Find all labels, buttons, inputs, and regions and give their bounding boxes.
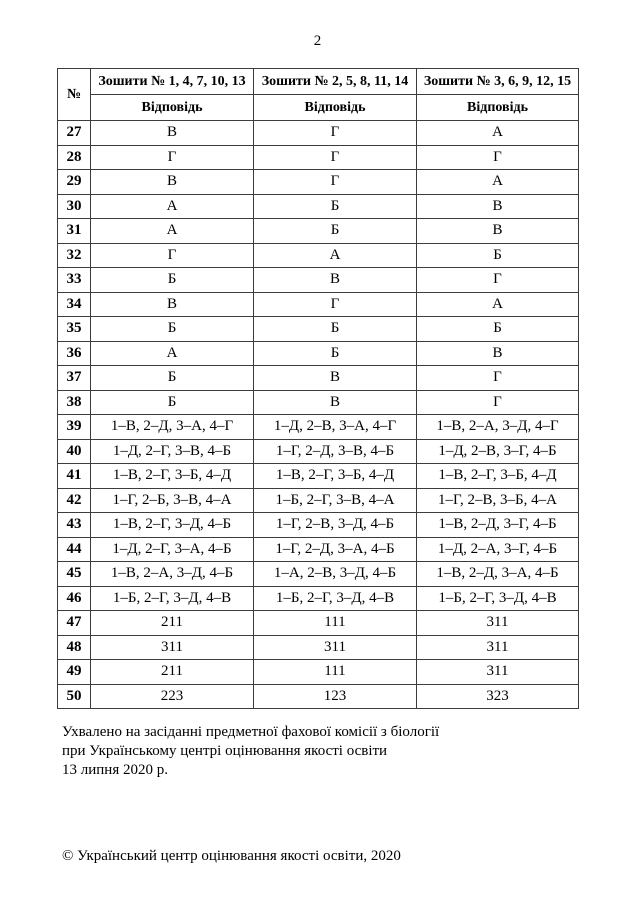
answer-cell: 1–В, 2–Г, 3–Д, 4–Б bbox=[91, 513, 254, 538]
answer-cell: 1–Г, 2–Б, 3–В, 4–А bbox=[91, 488, 254, 513]
answer-cell: 1–В, 2–Г, 3–Б, 4–Д bbox=[254, 464, 417, 489]
answer-cell: 323 bbox=[417, 684, 579, 709]
answer-cell: Г bbox=[254, 292, 417, 317]
answer-cell: 1–Д, 2–Г, 3–В, 4–Б bbox=[91, 439, 254, 464]
table-subheader-row bbox=[58, 95, 579, 121]
answer-cell: Г bbox=[417, 366, 579, 391]
approval-line-3: 13 липня 2020 р. bbox=[62, 762, 168, 778]
answer-cell: 1–Б, 2–Г, 3–Д, 4–В bbox=[254, 586, 417, 611]
question-number: 36 bbox=[58, 341, 91, 366]
copyright-note: © Український центр оцінювання якості освіти, 2020 bbox=[62, 848, 401, 864]
answer-cell: 1–В, 2–Д, 3–А, 4–Г bbox=[91, 415, 254, 440]
answer-cell: А bbox=[91, 194, 254, 219]
answer-cell: Б bbox=[254, 219, 417, 244]
answer-cell: 1–Б, 2–Г, 3–Д, 4–В bbox=[91, 586, 254, 611]
question-number: 38 bbox=[58, 390, 91, 415]
answer-cell: 311 bbox=[417, 635, 579, 660]
answer-cell: А bbox=[91, 341, 254, 366]
answer-cell: 1–Д, 2–Г, 3–А, 4–Б bbox=[91, 537, 254, 562]
answer-cell: 111 bbox=[254, 660, 417, 685]
question-number: 31 bbox=[58, 219, 91, 244]
table-row bbox=[58, 439, 579, 464]
answer-cell: Б bbox=[91, 390, 254, 415]
question-number: 48 bbox=[58, 635, 91, 660]
question-number: 42 bbox=[58, 488, 91, 513]
answer-key-table bbox=[57, 68, 579, 709]
table-row bbox=[58, 145, 579, 170]
question-number: 27 bbox=[58, 121, 91, 146]
question-number: 32 bbox=[58, 243, 91, 268]
answer-cell: Б bbox=[254, 194, 417, 219]
answer-cell: 311 bbox=[254, 635, 417, 660]
question-number: 40 bbox=[58, 439, 91, 464]
column-header-booklets-2: Зошити № 2, 5, 8, 11, 14 bbox=[254, 69, 417, 95]
approval-line-1: Ухвалено на засіданні предметної фахової комісії з біології bbox=[62, 724, 440, 740]
answer-cell: Г bbox=[417, 390, 579, 415]
answer-cell: Б bbox=[417, 243, 579, 268]
answer-cell: В bbox=[91, 292, 254, 317]
column-subheader-answer-3: Відповідь bbox=[417, 95, 579, 121]
approval-line-2: при Українському центрі оцінювання якості освіти bbox=[62, 743, 388, 759]
answer-cell: Б bbox=[254, 317, 417, 342]
table-row bbox=[58, 611, 579, 636]
answer-cell: Б bbox=[91, 268, 254, 293]
table-row bbox=[58, 488, 579, 513]
answer-cell: 1–А, 2–В, 3–Д, 4–Б bbox=[254, 562, 417, 587]
answer-cell: 1–В, 2–А, 3–Д, 4–Г bbox=[417, 415, 579, 440]
question-number: 33 bbox=[58, 268, 91, 293]
answer-cell: А bbox=[417, 292, 579, 317]
answer-cell: Б bbox=[91, 366, 254, 391]
answer-cell: Г bbox=[91, 243, 254, 268]
answer-cell: 211 bbox=[91, 611, 254, 636]
table-row bbox=[58, 243, 579, 268]
table-row bbox=[58, 292, 579, 317]
answer-cell: 1–Д, 2–В, 3–А, 4–Г bbox=[254, 415, 417, 440]
answer-cell: В bbox=[254, 390, 417, 415]
answer-cell: 1–Б, 2–Г, 3–Д, 4–В bbox=[417, 586, 579, 611]
table-row bbox=[58, 513, 579, 538]
table-row bbox=[58, 586, 579, 611]
column-subheader-answer-2: Відповідь bbox=[254, 95, 417, 121]
table-row bbox=[58, 268, 579, 293]
answer-cell: 311 bbox=[417, 611, 579, 636]
answer-cell: 1–В, 2–Д, 3–Г, 4–Б bbox=[417, 513, 579, 538]
column-header-number: № bbox=[58, 69, 91, 121]
table-row bbox=[58, 390, 579, 415]
answer-cell: В bbox=[91, 170, 254, 195]
question-number: 34 bbox=[58, 292, 91, 317]
answer-cell: 111 bbox=[254, 611, 417, 636]
answer-cell: Б bbox=[254, 341, 417, 366]
answer-cell: 1–В, 2–Г, 3–Б, 4–Д bbox=[91, 464, 254, 489]
answer-cell: А bbox=[417, 121, 579, 146]
table-row bbox=[58, 684, 579, 709]
question-number: 50 bbox=[58, 684, 91, 709]
answer-cell: В bbox=[254, 366, 417, 391]
answer-cell: 311 bbox=[417, 660, 579, 685]
table-row bbox=[58, 170, 579, 195]
answer-cell: Г bbox=[254, 121, 417, 146]
question-number: 47 bbox=[58, 611, 91, 636]
answer-cell: 1–Д, 2–В, 3–Г, 4–Б bbox=[417, 439, 579, 464]
column-header-booklets-3: Зошити № 3, 6, 9, 12, 15 bbox=[417, 69, 579, 95]
answer-cell: А bbox=[91, 219, 254, 244]
question-number: 35 bbox=[58, 317, 91, 342]
question-number: 46 bbox=[58, 586, 91, 611]
answer-cell: Г bbox=[254, 170, 417, 195]
question-number: 30 bbox=[58, 194, 91, 219]
answer-cell: 1–Г, 2–Д, 3–А, 4–Б bbox=[254, 537, 417, 562]
answer-cell: 1–Г, 2–Д, 3–В, 4–Б bbox=[254, 439, 417, 464]
question-number: 28 bbox=[58, 145, 91, 170]
answer-cell: Г bbox=[254, 145, 417, 170]
question-number: 45 bbox=[58, 562, 91, 587]
answer-cell: 1–Г, 2–В, 3–Б, 4–А bbox=[417, 488, 579, 513]
answer-cell: Б bbox=[91, 317, 254, 342]
table-row bbox=[58, 635, 579, 660]
answer-cell: В bbox=[91, 121, 254, 146]
answer-cell: 1–Г, 2–В, 3–Д, 4–Б bbox=[254, 513, 417, 538]
answer-cell: 1–Д, 2–А, 3–Г, 4–Б bbox=[417, 537, 579, 562]
table-header-row bbox=[58, 69, 579, 95]
table-row bbox=[58, 121, 579, 146]
answer-cell: 1–В, 2–Г, 3–Б, 4–Д bbox=[417, 464, 579, 489]
column-header-booklets-1: Зошити № 1, 4, 7, 10, 13 bbox=[91, 69, 254, 95]
answer-cell: В bbox=[254, 268, 417, 293]
table-row bbox=[58, 194, 579, 219]
question-number: 37 bbox=[58, 366, 91, 391]
answer-cell: Г bbox=[417, 268, 579, 293]
table-row bbox=[58, 464, 579, 489]
table-row bbox=[58, 219, 579, 244]
page-number: 2 bbox=[313, 33, 322, 49]
table-row bbox=[58, 660, 579, 685]
answer-cell: А bbox=[417, 170, 579, 195]
answer-cell: Б bbox=[417, 317, 579, 342]
answer-cell: 1–В, 2–А, 3–Д, 4–Б bbox=[91, 562, 254, 587]
answer-cell: 311 bbox=[91, 635, 254, 660]
column-subheader-answer-1: Відповідь bbox=[91, 95, 254, 121]
question-number: 39 bbox=[58, 415, 91, 440]
question-number: 41 bbox=[58, 464, 91, 489]
answer-cell: 211 bbox=[91, 660, 254, 685]
table-row bbox=[58, 415, 579, 440]
answer-cell: 123 bbox=[254, 684, 417, 709]
question-number: 49 bbox=[58, 660, 91, 685]
answer-cell: А bbox=[254, 243, 417, 268]
table-row bbox=[58, 317, 579, 342]
table-row bbox=[58, 562, 579, 587]
approval-note bbox=[62, 723, 542, 780]
table-row bbox=[58, 366, 579, 391]
table-row bbox=[58, 537, 579, 562]
answer-cell: В bbox=[417, 194, 579, 219]
answer-cell: 1–В, 2–Д, 3–А, 4–Б bbox=[417, 562, 579, 587]
answer-cell: 223 bbox=[91, 684, 254, 709]
answer-cell: Г bbox=[417, 145, 579, 170]
answer-cell: 1–Б, 2–Г, 3–В, 4–А bbox=[254, 488, 417, 513]
question-number: 44 bbox=[58, 537, 91, 562]
question-number: 43 bbox=[58, 513, 91, 538]
table-row bbox=[58, 341, 579, 366]
answer-cell: В bbox=[417, 219, 579, 244]
answer-cell: Г bbox=[91, 145, 254, 170]
answer-cell: В bbox=[417, 341, 579, 366]
question-number: 29 bbox=[58, 170, 91, 195]
